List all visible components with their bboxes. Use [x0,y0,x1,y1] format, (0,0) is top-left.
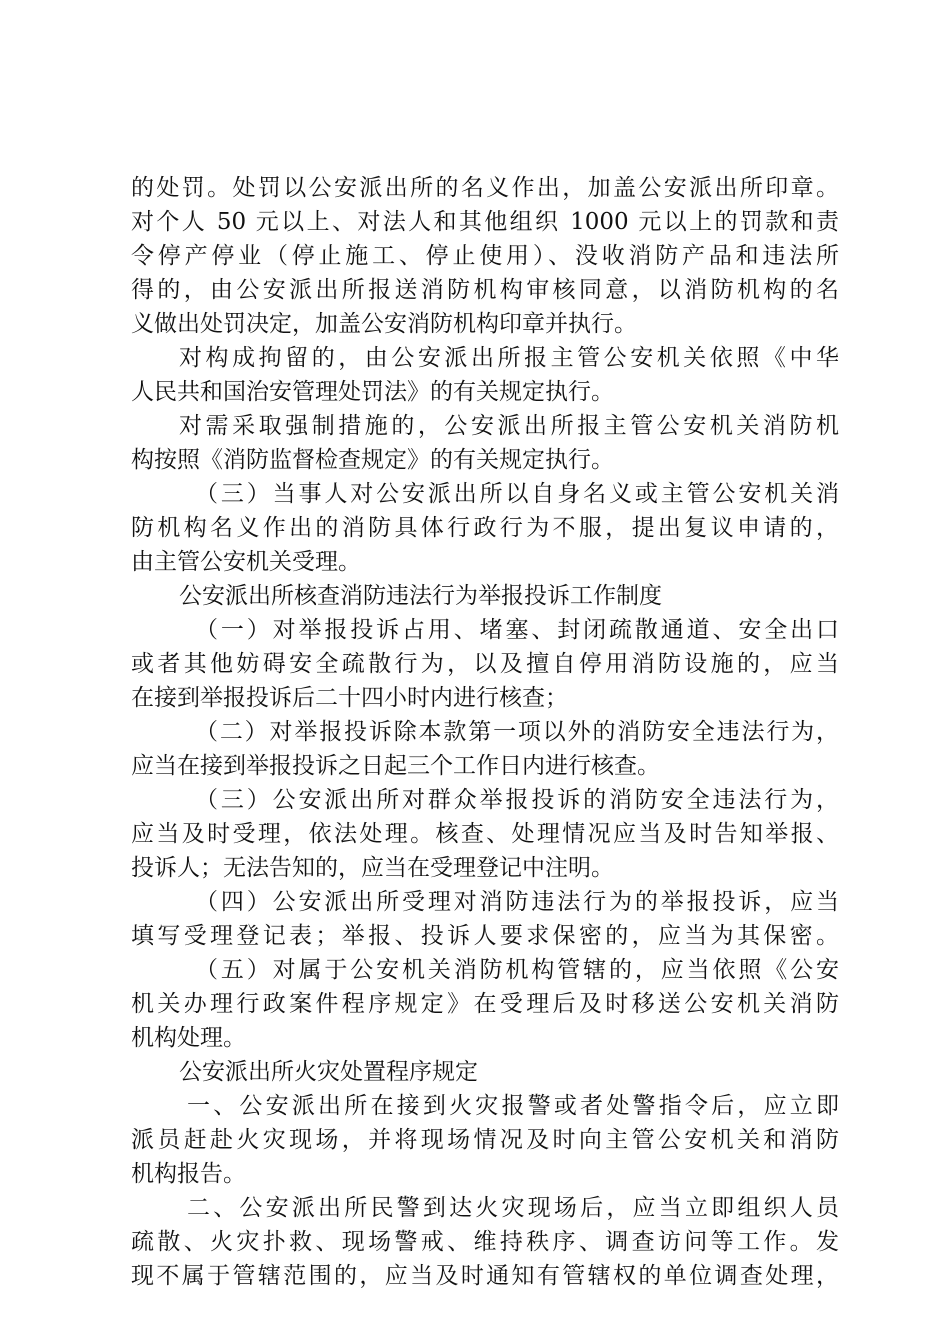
text-line: 令停产停业（停止施工、停止使用）、没收消防产品和违法所 [131,243,839,269]
text-line: （四）公安派出所受理对消防违法行为的举报投诉，应当 [195,889,839,915]
text-line: 构按照《消防监督检查规定》的有关规定执行。 [131,447,614,473]
text-line: 机构处理。 [131,1025,246,1051]
text-line: 对个人 50 元以上、对法人和其他组织 1000 元以上的罚款和责 [131,209,839,235]
text-line: 投诉人；无法告知的，应当在受理登记中注明。 [131,855,614,881]
section-heading: 公安派出所核查消防违法行为举报投诉工作制度 [179,583,662,609]
text-line: 机关办理行政案件程序规定》在受理后及时移送公安机关消防 [131,991,839,1017]
section-heading: 公安派出所火灾处置程序规定 [179,1059,478,1085]
document-body [131,171,839,1293]
text-line: 应当在接到举报投诉之日起三个工作日内进行核查。 [131,753,660,779]
text-line: 机构报告。 [131,1161,246,1187]
text-line: 二、公安派出所民警到达火灾现场后，应当立即组织人员 [187,1195,839,1221]
text-line: 疏散、火灾扑救、现场警戒、维持秩序、调查访问等工作。发 [131,1229,839,1255]
text-line: 人民共和国治安管理处罚法》的有关规定执行。 [131,379,614,405]
text-line: 义做出处罚决定，加盖公安消防机构印章并执行。 [131,311,637,337]
text-line: 现不属于管辖范围的，应当及时通知有管辖权的单位调查处理， [131,1263,839,1289]
text-line: 得的，由公安派出所报送消防机构审核同意，以消防机构的名 [131,277,839,303]
text-line: （一）对举报投诉占用、堵塞、封闭疏散通道、安全出口 [195,617,839,643]
text-line: 应当及时受理，依法处理。核查、处理情况应当及时告知举报、 [131,821,839,847]
text-line: 在接到举报投诉后二十四小时内进行核查； [131,685,568,711]
text-line: （二）对举报投诉除本款第一项以外的消防安全违法行为， [195,719,839,745]
text-line: 填写受理登记表；举报、投诉人要求保密的，应当为其保密。 [131,923,839,949]
text-line: 由主管公安机关受理。 [131,549,361,575]
text-line: 派员赶赴火灾现场，并将现场情况及时向主管公安机关和消防 [131,1127,839,1153]
text-line: （三）公安派出所对群众举报投诉的消防安全违法行为， [195,787,839,813]
text-line: 或者其他妨碍安全疏散行为，以及擅自停用消防设施的，应当 [131,651,839,677]
text-line: 对构成拘留的，由公安派出所报主管公安机关依照《中华 [179,345,839,371]
text-line: （五）对属于公安机关消防机构管辖的，应当依照《公安 [195,957,839,983]
text-line: 一、公安派出所在接到火灾报警或者处警指令后，应立即 [187,1093,839,1119]
text-line: 的处罚。处罚以公安派出所的名义作出，加盖公安派出所印章。 [131,175,839,201]
text-line: （三）当事人对公安派出所以自身名义或主管公安机关消 [195,481,839,507]
text-line: 防机构名义作出的消防具体行政行为不服，提出复议申请的， [131,515,839,541]
text-line: 对需采取强制措施的，公安派出所报主管公安机关消防机 [179,413,839,439]
